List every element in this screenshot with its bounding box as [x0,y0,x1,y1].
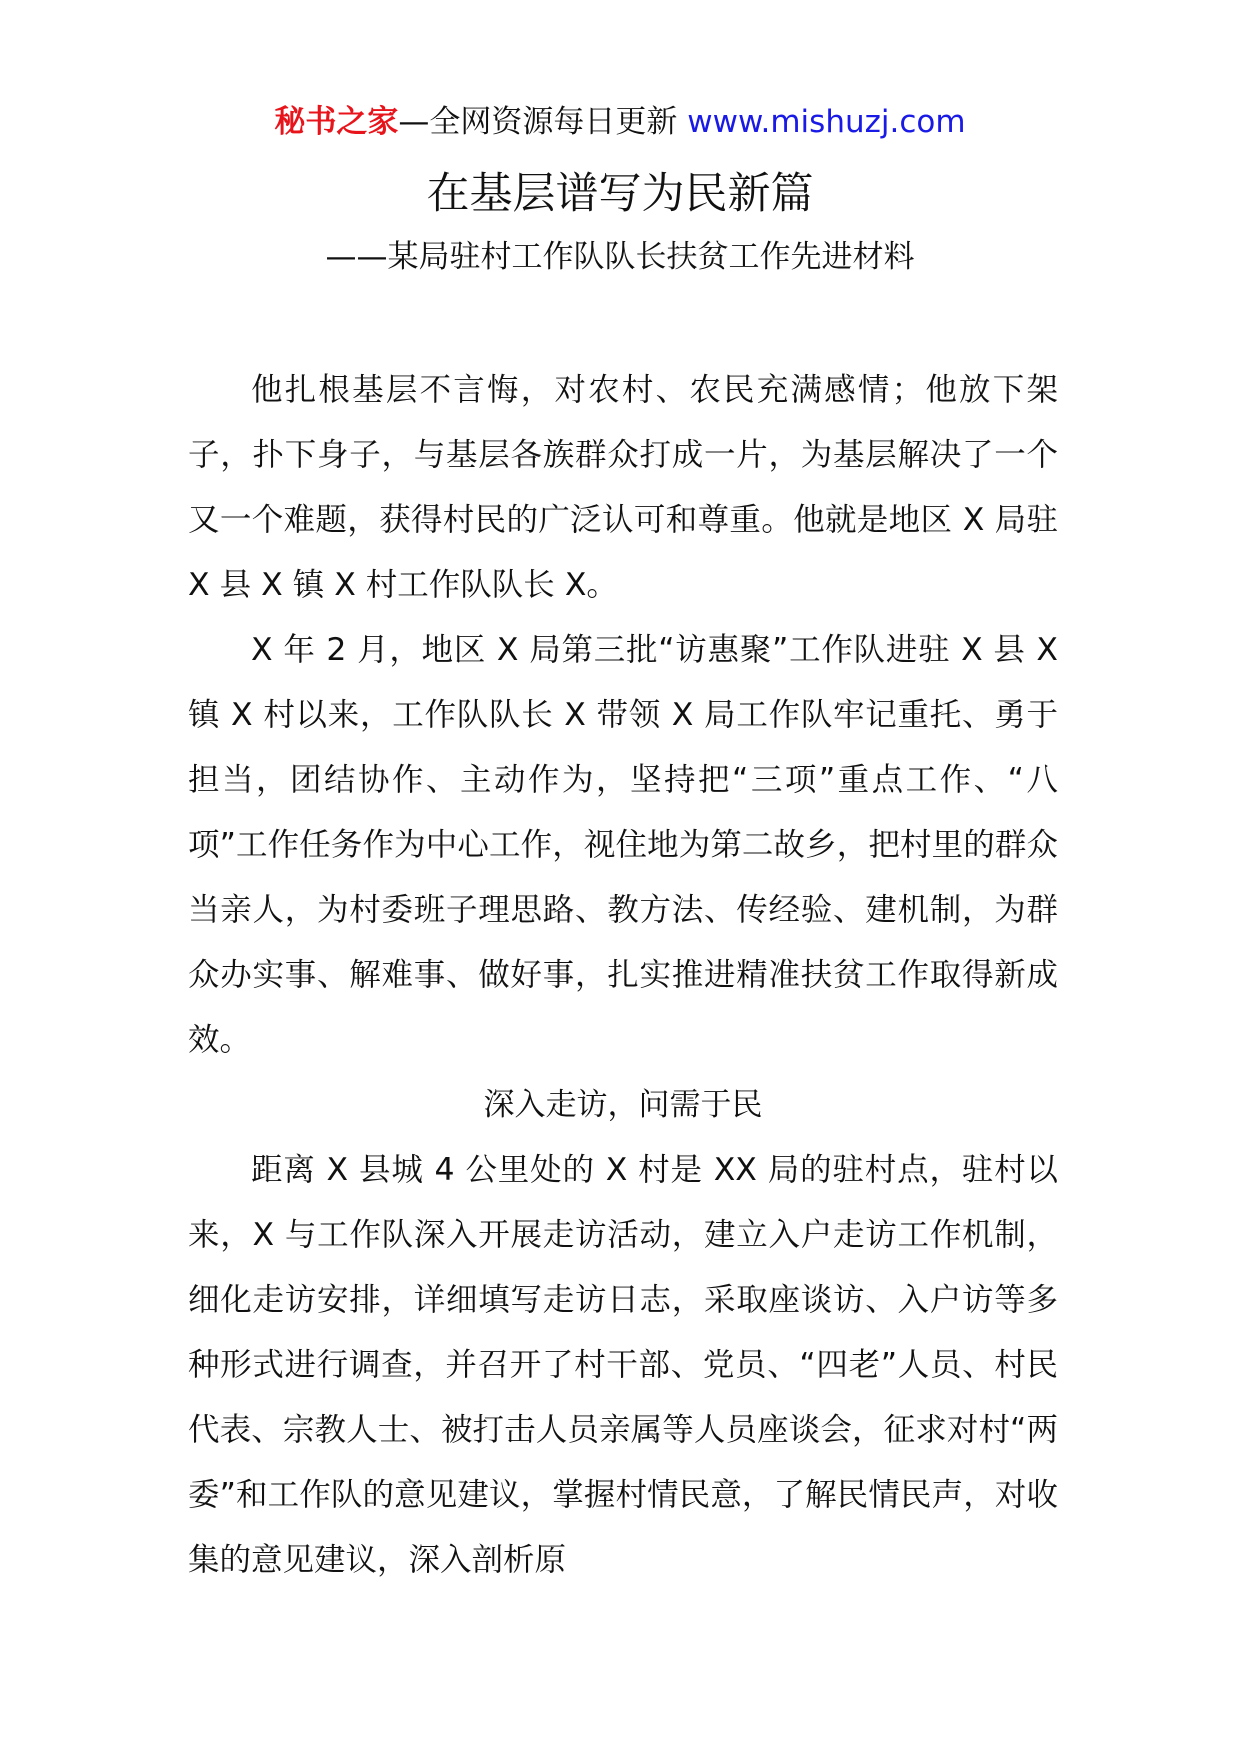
body-paragraph: X 年 2 月，地区 X 局第三批“访惠聚”工作队进驻 X 县 X 镇 X 村以来，工作队队长 X 带领 X 局工作队牢记重托、勇于担当，团结协作、主动作为，坚持把“三项”重点工作、“八项”工作任务作为中心工作，视住地为第二故乡，把村里的群众当亲人，为村委班子理思路、教方法、传经验、建机制，为群众办实事、解难事、做好事，扎实推进精准扶贫工作取得新成效。 [188,632,1058,1058]
site-url-link[interactable]: www.mishuzj.com [687,104,966,140]
document-subtitle: ——某局驻村工作队队长扶贫工作先进材料 [325,239,915,275]
section-heading: 深入走访，问需于民 [483,1087,763,1123]
body-paragraph: 他扎根基层不言悔，对农村、农民充满感情；他放下架子，扑下身子，与基层各族群众打成一片，为基层解决了一个又一个难题，获得村民的广泛认可和尊重。他就是地区 X 局驻 X 县 X 镇 X 村工作队队长 X。 [188,372,1058,603]
site-header [0,100,1240,144]
document-body [188,358,1058,1593]
header-tagline: —全网资源每日更新 [398,104,678,140]
body-paragraph: 距离 X 县城 4 公里处的 X 村是 XX 局的驻村点，驻村以来，X 与工作队深入开展走访活动，建立入户走访工作机制，细化走访安排，详细填写走访日志，采取座谈访、入户访等多种形式进行调查，并召开了村干部、党员、“四老”人员、村民代表、宗教人士、被打击人员亲属等人员座谈会，征求对村“两委”和工作队的意见建议，掌握村情民意，了解民情民声，对收集的意见建议，深入剖析原 [188,1152,1058,1578]
brand-name: 秘书之家 [274,104,399,140]
document-title: 在基层谱写为民新篇 [426,169,814,219]
